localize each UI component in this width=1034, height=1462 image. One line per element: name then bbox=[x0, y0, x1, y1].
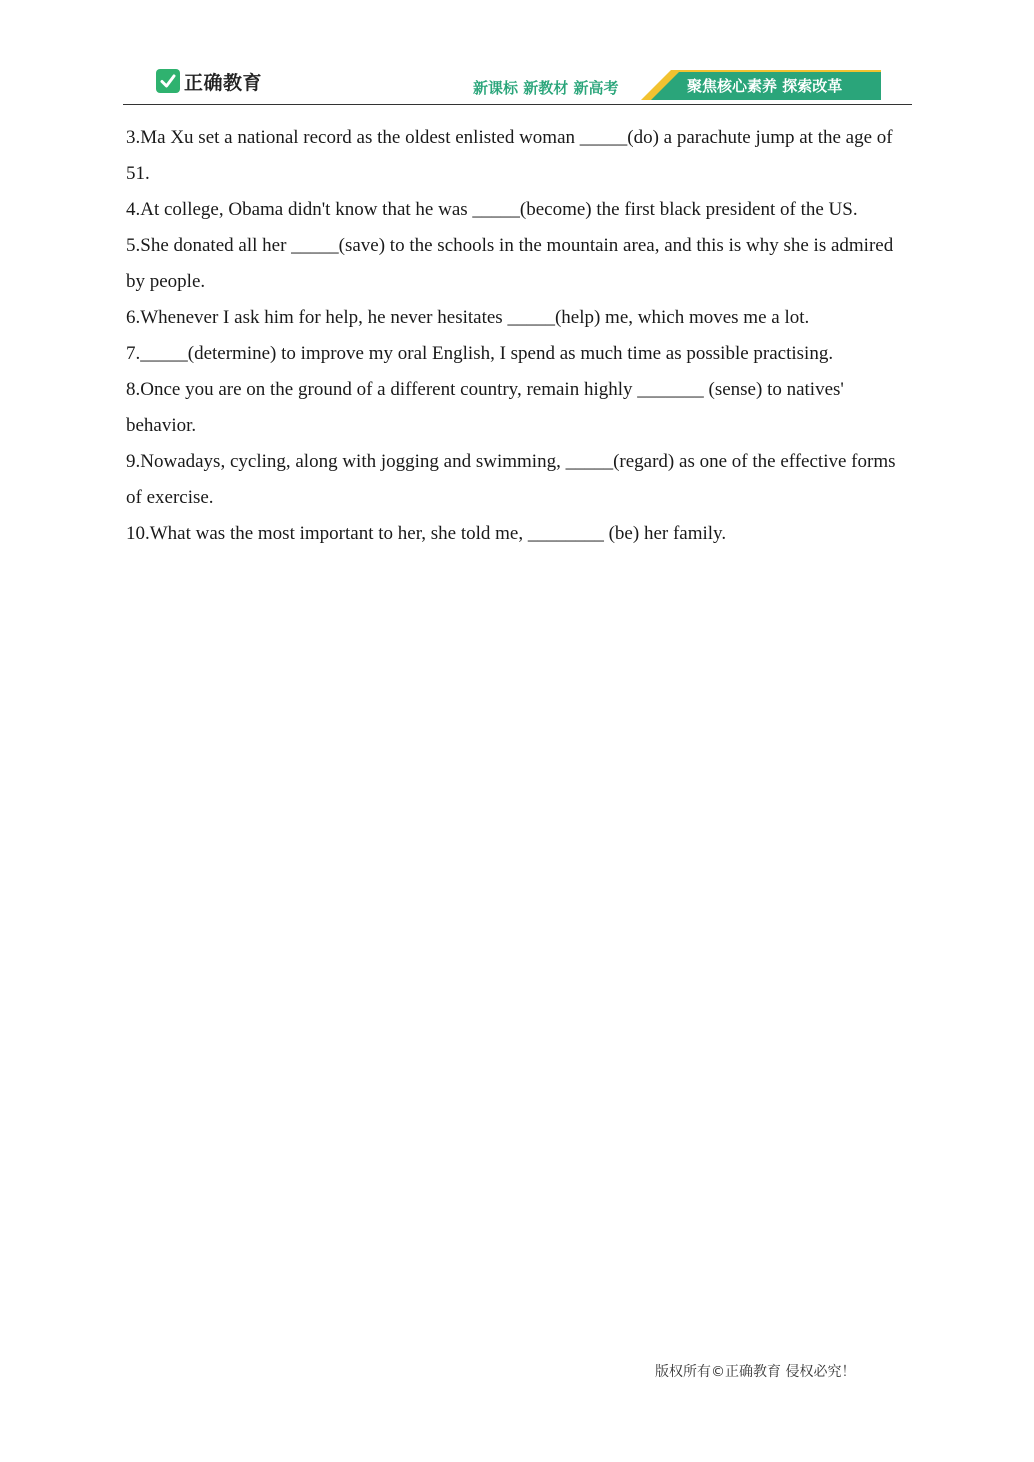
question-item: 6.Whenever I ask him for help, he never hesitates _____(help) me, which moves me a lot. bbox=[126, 307, 810, 328]
question-item: 3.Ma Xu set a national record as the oldest enlisted woman _____(do) a parachute jump at the age of 51. bbox=[126, 127, 893, 184]
question-item: 7._____(determine) to improve my oral English, I spend as much time as possible practising. bbox=[126, 343, 834, 364]
question-list bbox=[126, 120, 906, 552]
question-item: 9.Nowadays, cycling, along with jogging and swimming, _____(regard) as one of the effective forms of exercise. bbox=[126, 451, 896, 508]
logo-text: 正确教育 bbox=[184, 71, 263, 94]
page-header bbox=[123, 62, 912, 105]
brand-logo bbox=[156, 67, 262, 95]
question-item: 4.At college, Obama didn't know that he was _____(become) the first black president of the US. bbox=[126, 199, 858, 220]
question-item: 10.What was the most important to her, she told me, ________ (be) her family. bbox=[126, 523, 727, 544]
slogan-core-literacy: 聚焦核心素养 探索改革 bbox=[687, 77, 843, 95]
question-item: 5.She donated all her _____(save) to the schools in the mountain area, and this is why she is admired by people. bbox=[126, 235, 894, 292]
question-item: 8.Once you are on the ground of a different country, remain highly _______ (sense) to natives' behavior. bbox=[126, 379, 844, 436]
copyright-notice: 版权所有©正确教育 侵权必究！ bbox=[655, 1364, 856, 1380]
checkmark-icon bbox=[156, 69, 180, 93]
slogan-banner bbox=[641, 66, 881, 100]
slogan-curriculum: 新课标 新教材 新高考 bbox=[473, 79, 619, 97]
